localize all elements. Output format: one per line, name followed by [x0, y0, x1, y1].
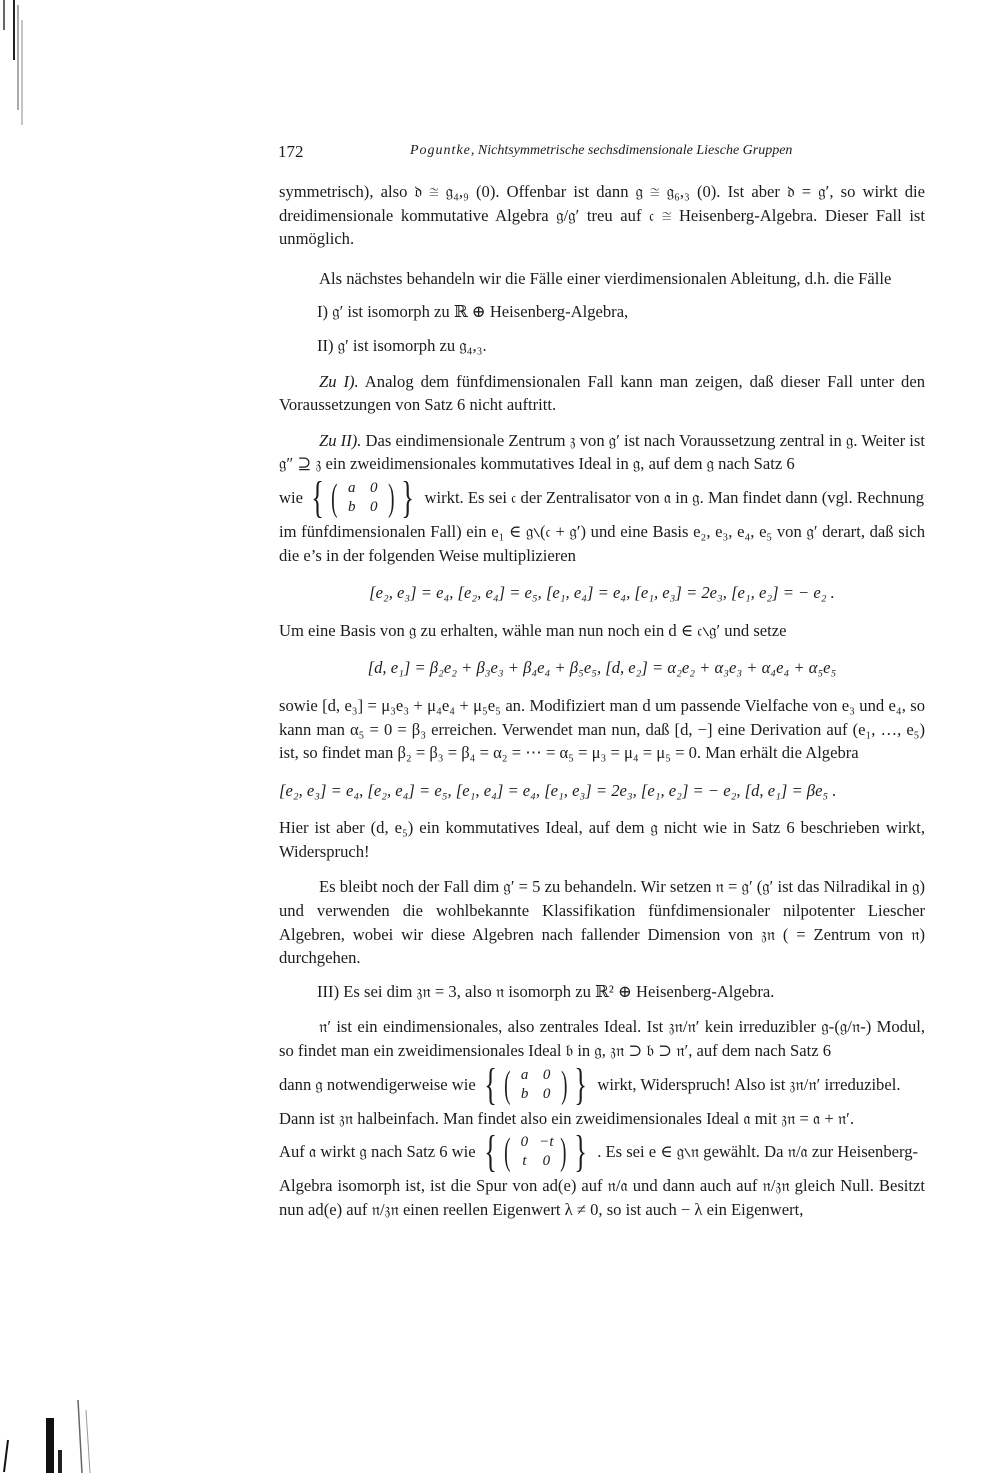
matrix-line [279, 472, 925, 522]
matrix-entry: b [348, 498, 356, 515]
paragraph-text: Analog dem fünfdimensionalen Fall kann man zeigen, daß dieser Fall unter den Voraussetzungen von Satz 6 nicht auftritt. [279, 371, 925, 415]
matrix-entry: 0 [520, 1134, 529, 1151]
page-number: 172 [278, 142, 304, 161]
matrix-line [279, 1059, 925, 1109]
scan-edge-artifact [0, 0, 40, 130]
text-fragment: wirkt, Widerspruch! Also ist 𝔷𝔫/𝔫′ irreduzibel. [597, 1074, 901, 1094]
matrix-entry: 0 [542, 1066, 551, 1083]
matrix-entry: a [520, 1066, 529, 1083]
equation-multiplication: [e₂, e₃] = e₄, [e₂, e₄] = e₅, [e₁, e₄] = e₄, [e₁, e₃] = 2e₃, [e₁, e₂] = − e₂ . [369, 583, 835, 603]
text-fragment: wie [279, 488, 303, 508]
matrix-rotation: { ( 0 −t t 0 ) } [483, 1127, 587, 1177]
body-text [279, 180, 925, 1221]
case-label: Zu I). [319, 371, 359, 391]
equation-algebra: [e₂, e₃] = e₄, [e₂, e₄] = e₅, [e₁, e₄] = e₄, [e₁, e₃] = 2e₃, [e₁, e₂] = − e₂, [d, e₁] = βe₅ . [279, 780, 837, 800]
paragraph: Algebra isomorph ist, ist die Spur von ad(e) auf 𝔫/𝔞 und dann auch auf 𝔫/𝔷𝔫 gleich Null. Besitzt nun ad(e) auf 𝔫/𝔷𝔫 einen reellen Eigenwert λ ≠ 0, so ist auch − λ ein Eigenwert, [279, 1176, 925, 1219]
case-item: III) Es sei dim 𝔷𝔫 = 3, also 𝔫 isomorph zu ℝ² ⊕ Heisenberg-Algebra. [317, 981, 775, 1001]
scan-corner-artifact [0, 1380, 110, 1473]
paragraph [279, 370, 925, 417]
paper-title: , Nichtsymmetrische sechsdimensionale Liesche Gruppen [470, 143, 793, 158]
paragraph-text: Das eindimensionale Zentrum 𝔷 von 𝔤′ ist nach Voraussetzung zentral in 𝔤. Weiter ist 𝔤″ ⊇ 𝔷 ein zweidimensionales kommutatives Ideal in 𝔤, auf dem 𝔤 nach Satz 6 [279, 430, 925, 474]
paragraph: Um eine Basis von 𝔤 zu erhalten, wähle man nun noch ein d ∈ 𝔠∖𝔤′ und setze [279, 620, 787, 640]
paragraph: Als nächstes behandeln wir die Fälle einer vierdimensionalen Ableitung, d.h. die Fälle [319, 268, 892, 288]
paragraph: Dann ist 𝔷𝔫 halbeinfach. Man findet also ein zweidimensionales Ideal 𝔞 mit 𝔷𝔫 = 𝔞 + 𝔫′. [279, 1108, 854, 1128]
matrix-entry: 0 [542, 1085, 551, 1102]
case-item: II) 𝔤′ ist isomorph zu 𝔤₄,₃. [317, 335, 487, 355]
equation-basis: [d, e₁] = β₂e₂ + β₃e₃ + β₄e₄ + β₅e₅, [d, e₂] = α₂e₂ + α₃e₃ + α₄e₄ + α₅e₅ [367, 658, 837, 678]
paragraph: Es bleibt noch der Fall dim 𝔤′ = 5 zu behandeln. Wir setzen 𝔫 = 𝔤′ (𝔤′ ist das Nilradikal in 𝔤) und verwenden die wohlbekannte Klassifikation fünfdimensionaler nilpotenter Liescher Algebren, wobei wir diese Algebren nach fallender Dimension von 𝔷𝔫 ( = Zentrum von 𝔫) durchgehen. [279, 877, 925, 968]
case-label: Zu II). [319, 430, 362, 450]
paragraph: sowie [d, e₃] = μ₃e₃ + μ₄e₄ + μ₅e₅ an. Modifiziert man d um passende Vielfache von e₃ und e₄, so kann man α₅ = 0 = β₃ erreichen. Verwendet man nun, daß [d, −] eine Derivation auf (e₁, …, e₅) ist, so findet man β₂ = β₃ = β₄ = α₂ = ⋯ = α₅ = μ₃ = μ₄ = μ₅ = 0. Man erhält die Algebra [279, 695, 925, 763]
matrix-entry: 0 [370, 498, 378, 515]
case-item: I) 𝔤′ ist isomorph zu ℝ ⊕ Heisenberg-Algebra, [317, 302, 629, 322]
text-fragment: Auf 𝔞 wirkt 𝔤 nach Satz 6 wie [279, 1142, 476, 1162]
running-title [410, 143, 792, 159]
paragraph: im fünfdimensionalen Fall) ein e₁ ∈ 𝔤∖(𝔠 + 𝔤′) und eine Basis e₂, e₃, e₄, e₅ von 𝔤′ derart, daß sich die e’s in der folgenden Weise multiplizieren [279, 521, 925, 565]
author-name: Poguntke [410, 143, 471, 158]
paragraph: 𝔫′ ist ein eindimensionales, also zentrales Ideal. Ist 𝔷𝔫/𝔫′ kein irreduzibler 𝔤-(𝔤/𝔫-) Modul, so findet man ein zweidimensionales Ideal 𝔟 in 𝔤, 𝔷𝔫 ⊃ 𝔟 ⊃ 𝔫′, auf dem nach Satz 6 [279, 1017, 925, 1061]
text-fragment: . Es sei e ∈ 𝔤∖𝔫 gewählt. Da 𝔫/𝔞 zur Heisenberg- [597, 1142, 919, 1162]
text-fragment: dann 𝔤 notwendigerweise wie [279, 1074, 476, 1094]
matrix-entry: t [522, 1153, 527, 1170]
text-fragment: wirkt. Es sei 𝔠 der Zentralisator von 𝔞 in 𝔤. Man findet dann (vgl. Rechnung [424, 488, 925, 508]
matrix-entry: a [348, 479, 356, 496]
matrix-entry: −t [539, 1134, 554, 1151]
running-header [278, 142, 928, 166]
matrix-a0b0: { ( a 0 b 0 ) } [311, 472, 415, 522]
matrix-entry: 0 [370, 479, 378, 496]
matrix-line [279, 1127, 925, 1177]
paragraph: Hier ist aber (d, e₅) ein kommutatives Ideal, auf dem 𝔤 nicht wie in Satz 6 beschrieben wirkt, Widerspruch! [279, 818, 925, 861]
matrix-entry: b [520, 1085, 529, 1102]
matrix-a0b0: { ( a 0 b 0 ) } [484, 1059, 588, 1109]
paragraph: symmetrisch), also 𝔡 ≅ 𝔤₄,₉ (0). Offenbar ist dann 𝔤 ≅ 𝔤₆,₃ (0). Ist aber 𝔡 = 𝔤′, so wirkt die dreidimensionale kommutative Algebra 𝔤/𝔤′ treu auf 𝔠 ≅ Heisenberg-Algebra. Dieser Fall ist unmöglich. [279, 182, 925, 249]
matrix-entry: 0 [542, 1153, 551, 1170]
paragraph [279, 429, 925, 476]
